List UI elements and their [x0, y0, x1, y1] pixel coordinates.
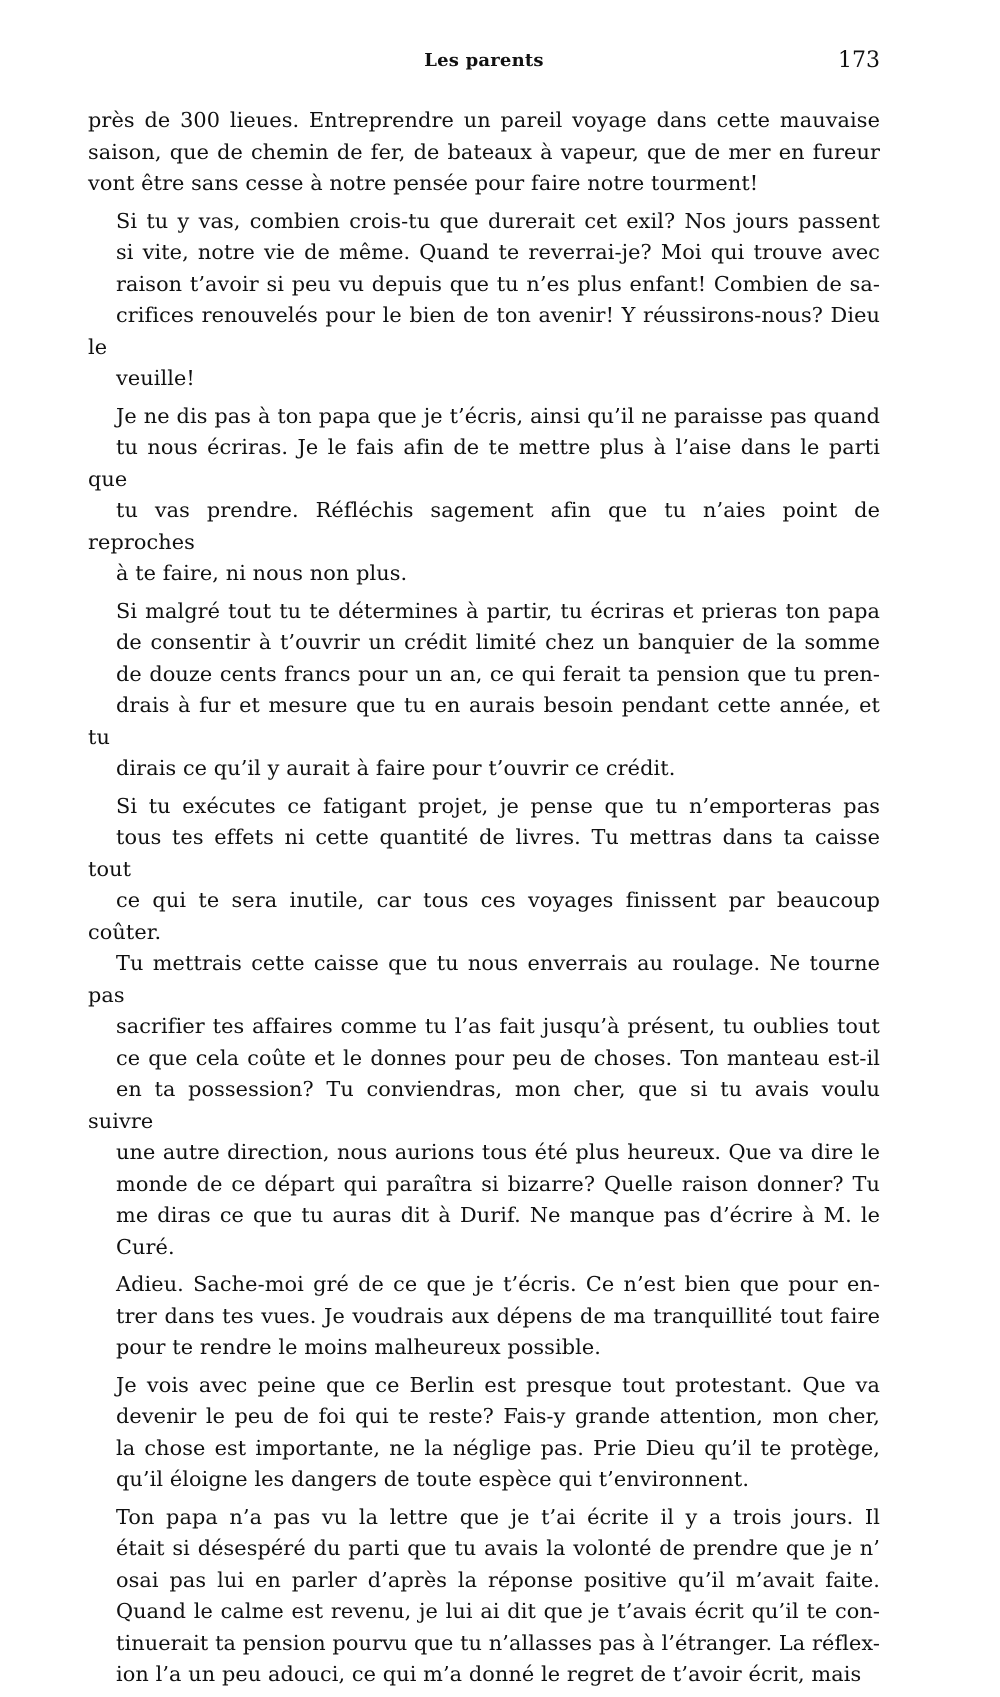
paragraph	[88, 596, 880, 785]
text-line: Si malgré tout tu te détermines à partir, tu écriras et prieras ton papa	[116, 598, 880, 623]
text-line: Tu mettrais cette caisse que tu nous enverrais au roulage. Ne tourne pas	[88, 951, 880, 1007]
text-line: tu nous écriras. Je le fais afin de te mettre plus à l’aise dans le parti que	[88, 435, 880, 491]
paragraph	[88, 206, 880, 395]
text-line: vont être sans cesse à notre pensée pour faire notre tourment!	[88, 171, 759, 195]
text-line: sacrifier tes affaires comme tu l’as fait jusqu’à présent, tu oublies tout	[116, 1014, 880, 1038]
text-line: pour te rendre le moins malheureux possible.	[116, 1335, 601, 1359]
text-line: était si désespéré du parti que tu avais la volonté de prendre que je n’	[116, 1536, 880, 1560]
text-line: près de 300 lieues. Entreprendre un pareil voyage dans cette mauvaise	[88, 108, 880, 132]
text-line: saison, que de chemin de fer, de bateaux à vapeur, que de mer en fureur	[88, 139, 880, 164]
running-head	[88, 48, 880, 78]
body-text	[88, 105, 880, 1697]
text-line: en ta possession? Tu conviendras, mon cher, que si tu avais voulu suivre	[88, 1077, 880, 1133]
text-line: Ton papa n’a pas vu la lettre que je t’ai écrite il y a trois jours. Il	[116, 1504, 880, 1529]
page-number: 173	[838, 48, 880, 73]
text-line: tous tes effets ni cette quantité de livres. Tu mettras dans ta caisse tout	[88, 825, 880, 881]
text-line: de consentir à t’ouvrir un crédit limité chez un banquier de la somme	[116, 630, 880, 654]
paragraph	[88, 791, 880, 1264]
text-line: Je vois avec peine que ce Berlin est presque tout protestant. Que va	[116, 1372, 880, 1397]
paragraph	[88, 1269, 880, 1364]
text-line: à te faire, ni nous non plus.	[116, 561, 408, 585]
text-line: Quand le calme est revenu, je lui ai dit que je t’avais écrit qu’il te con-	[116, 1599, 880, 1623]
text-line: monde de ce départ qui paraîtra si bizarre? Quelle raison donner? Tu	[116, 1171, 880, 1196]
paragraph	[88, 105, 880, 200]
text-line: si vite, notre vie de même. Quand te reverrai-je? Moi qui trouve avec	[116, 240, 880, 264]
text-line: dirais ce qu’il y aurait à faire pour t’ouvrir ce crédit.	[116, 756, 676, 780]
text-line: Curé.	[116, 1234, 175, 1259]
text-line: me diras ce que tu auras dit à Durif. Ne manque pas d’écrire à M. le	[116, 1203, 880, 1227]
text-line: devenir le peu de foi qui te reste? Fais-y grande attention, mon cher,	[116, 1404, 880, 1428]
text-line: Adieu. Sache-moi gré de ce que je t’écris. Ce n’est bien que pour en-	[116, 1272, 880, 1296]
paragraph	[88, 1370, 880, 1496]
text-line: Si tu exécutes ce fatigant projet, je pense que tu n’emporteras pas	[116, 793, 880, 818]
text-line: osai pas lui en parler d’après la réponse positive qu’il m’avait faite.	[116, 1567, 880, 1592]
text-line: ion l’a un peu adouci, ce qui m’a donné le regret de t’avoir écrit, mais	[116, 1662, 862, 1686]
text-line: la chose est importante, ne la néglige pas. Prie Dieu qu’il te protège,	[116, 1435, 880, 1460]
text-line: Si tu y vas, combien crois-tu que durerait cet exil? Nos jours passent	[116, 208, 880, 233]
text-line: tinuerait ta pension pourvu que tu n’allasses pas à l’étranger. La réflex-	[116, 1630, 880, 1655]
text-line: tu vas prendre. Réfléchis sagement afin que tu n’aies point de reproches	[88, 498, 880, 554]
text-line: ce qui te sera inutile, car tous ces voyages finissent par beaucoup coûter.	[88, 888, 880, 944]
running-title: Les parents	[424, 50, 544, 71]
text-line: crifices renouvelés pour le bien de ton avenir! Y réussirons-nous? Dieu le	[88, 303, 880, 359]
paragraph	[88, 401, 880, 590]
text-line: trer dans tes vues. Je voudrais aux dépens de ma tranquillité tout faire	[116, 1303, 880, 1328]
paragraph	[88, 1502, 880, 1691]
text-line: qu’il éloigne les dangers de toute espèce qui t’environnent.	[116, 1467, 750, 1491]
text-line: une autre direction, nous aurions tous été plus heureux. Que va dire le	[116, 1140, 880, 1164]
text-line: raison t’avoir si peu vu depuis que tu n’es plus enfant! Combien de sa-	[116, 271, 880, 296]
text-line: ce que cela coûte et le donnes pour peu de choses. Ton manteau est-il	[116, 1045, 880, 1070]
text-line: drais à fur et mesure que tu en aurais besoin pendant cette année, et tu	[88, 693, 880, 749]
text-line: de douze cents francs pour un an, ce qui ferait ta pension que tu pren-	[116, 661, 880, 686]
text-line: Je ne dis pas à ton papa que je t’écris, ainsi qu’il ne paraisse pas quand	[116, 403, 880, 428]
text-line: veuille!	[116, 366, 195, 390]
